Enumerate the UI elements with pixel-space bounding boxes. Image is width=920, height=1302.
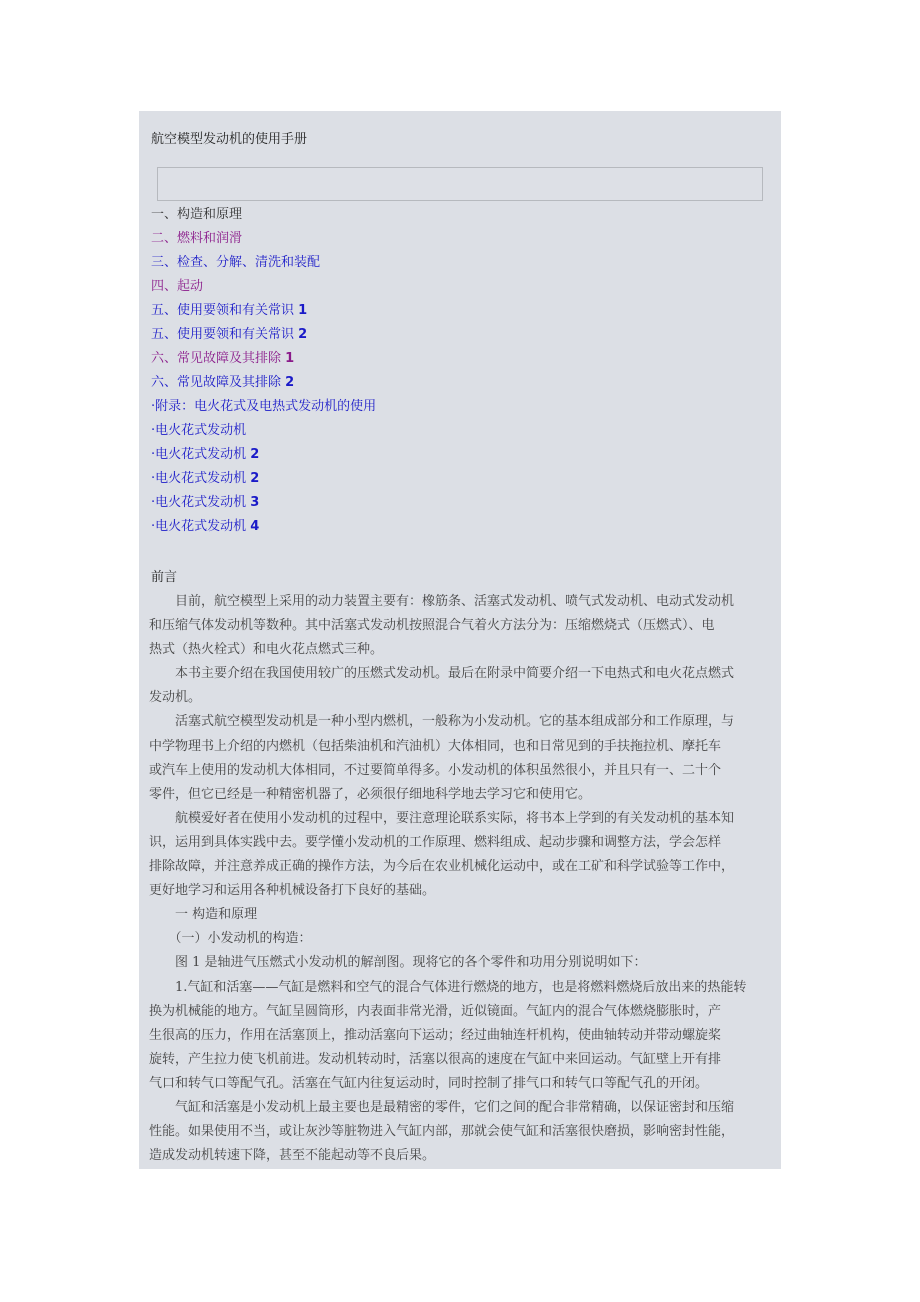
toc-link-text: ·电火花式发动机 (151, 519, 251, 534)
toc-link[interactable] (151, 447, 259, 462)
toc-link-text: ·电火花式发动机 (151, 447, 251, 462)
toc-link-number: 2 (298, 327, 308, 342)
body-line: 活塞式航空模型发动机是一种小型内燃机，一般称为小发动机。它的基本组成部分和工作原理，与 (149, 714, 735, 730)
toc-link-text: ·电火花式发动机 (151, 423, 247, 438)
toc-link-number: 1 (285, 351, 295, 366)
toc-link[interactable] (151, 399, 376, 414)
body-line: 性能。如果使用不当，或让灰沙等脏物进入气缸内部，那就会使气缸和活塞很快磨损，影响密封性能， (149, 1124, 735, 1140)
preface-heading: 前言 (151, 570, 178, 585)
toc-link-number: 4 (250, 519, 260, 534)
body-line: 零件，但它已经是一种精密机器了，必须很仔细地科学地去学习它和使用它。 (149, 786, 592, 802)
toc-link-number: 3 (250, 495, 260, 510)
body-line: 旋转，产生拉力使飞机前进。发动机转动时，活塞以很高的速度在气缸中来回运动。气缸壁上开有排 (149, 1051, 722, 1067)
empty-frame-box (157, 167, 763, 201)
toc-link-text: 五、使用要领和有关常识 (151, 303, 299, 318)
body-line: 本书主要介绍在我国使用较广的压燃式发动机。最后在附录中简要介绍一下电热式和电火花点燃式 (149, 666, 735, 682)
body-line: 和压缩气体发动机等数种。其中活塞式发动机按照混合气着火方法分为：压缩燃烧式（压燃式）、电 (149, 618, 715, 634)
toc-item (151, 299, 376, 323)
body-line: 造成发动机转速下降，甚至不能起动等不良后果。 (149, 1148, 436, 1164)
toc-item (151, 323, 376, 347)
toc-link[interactable] (151, 423, 246, 438)
toc-item (151, 515, 376, 539)
body-line: 航模爱好者在使用小发动机的过程中，要注意理论联系实际，将书本上学到的有关发动机的基本知 (149, 810, 735, 826)
toc-link[interactable] (151, 207, 242, 222)
toc-link[interactable] (151, 471, 259, 486)
body-line: 更好地学习和运用各种机械设备打下良好的基础。 (149, 883, 436, 899)
body-line: 发动机。 (149, 690, 202, 706)
body-line: 热式（热火栓式）和电火花点燃式三种。 (149, 642, 384, 658)
body-line: 识，运用到具体实践中去。要学懂小发动机的工作原理、燃料组成、起动步骤和调整方法，学会怎样 (149, 834, 722, 850)
toc-item (151, 443, 376, 467)
toc-link-text: 三、检查、分解、清洗和装配 (151, 255, 321, 270)
toc-link-text: 二、燃料和润滑 (151, 231, 243, 246)
preface-body (149, 590, 773, 1168)
toc-link-number: 2 (285, 375, 295, 390)
toc-link-text: 一、构造和原理 (151, 207, 243, 222)
toc-link-text: ·电火花式发动机 (151, 495, 251, 510)
toc-item (151, 251, 376, 275)
body-line: 换为机械能的地方。气缸呈圆筒形，内表面非常光滑，近似镜面。气缸内的混合气体燃烧膨胀时，产 (149, 1003, 722, 1019)
toc-link-number: 1 (298, 303, 308, 318)
toc-link[interactable] (151, 495, 259, 510)
body-line: 气口和转气口等配气孔。活塞在气缸内往复运动时，同时控制了排气口和转气口等配气孔的开闭。 (149, 1075, 709, 1091)
toc-link[interactable] (151, 351, 294, 366)
toc-item (151, 203, 376, 227)
toc-link[interactable] (151, 327, 307, 342)
toc-link[interactable] (151, 255, 320, 270)
toc-item (151, 491, 376, 515)
toc-item (151, 371, 376, 395)
toc-item (151, 395, 376, 419)
toc-item (151, 227, 376, 251)
toc-link-text: ·电火花式发动机 (151, 471, 251, 486)
body-line: 一 构造和原理 (149, 907, 258, 923)
toc-link-text: 六、常见故障及其排除 (151, 375, 286, 390)
toc-link-text: 四、起动 (151, 279, 204, 294)
toc-item (151, 419, 376, 443)
toc-link-text: 五、使用要领和有关常识 (151, 327, 299, 342)
document-title: 航空模型发动机的使用手册 (151, 132, 308, 147)
toc-item (151, 347, 376, 371)
body-line: 目前，航空模型上采用的动力装置主要有：橡筋条、活塞式发动机、喷气式发动机、电动式发动机 (149, 594, 735, 609)
toc-link-number: 2 (250, 471, 260, 486)
toc-link[interactable] (151, 519, 259, 534)
toc-item (151, 467, 376, 491)
toc-link-text: 六、常见故障及其排除 (151, 351, 286, 366)
body-line: 1.气缸和活塞——气缸是燃料和空气的混合气体进行燃烧的地方，也是将燃料燃烧后放出来的热能转 (149, 979, 747, 995)
toc-link[interactable] (151, 375, 294, 390)
toc-link-text: ·附录：电火花式及电热式发动机的使用 (151, 399, 377, 414)
document-panel (139, 111, 781, 1169)
table-of-contents (151, 203, 376, 539)
toc-link[interactable] (151, 303, 307, 318)
body-line: 排除故障，并注意养成正确的操作方法，为今后在农业机械化运动中，或在工矿和科学试验等工作中， (149, 859, 735, 875)
toc-link[interactable] (151, 279, 203, 294)
toc-link[interactable] (151, 231, 242, 246)
body-line: 中学物理书上介绍的内燃机（包括柴油机和汽油机）大体相同，也和日常见到的手扶拖拉机、摩托车 (149, 738, 722, 754)
body-line: （一）小发动机的构造： (149, 931, 312, 947)
body-line: 生很高的压力，作用在活塞顶上，推动活塞向下运动；经过曲轴连杆机构，使曲轴转动并带动螺旋桨 (149, 1027, 722, 1043)
toc-item (151, 275, 376, 299)
body-line: 或汽车上使用的发动机大体相同，不过要简单得多。小发动机的体积虽然很小，并且只有一、二十个 (149, 762, 722, 778)
body-line: 气缸和活塞是小发动机上最主要也是最精密的零件，它们之间的配合非常精确，以保证密封和压缩 (149, 1099, 735, 1115)
toc-link-number: 2 (250, 447, 260, 462)
body-line: 图 1 是轴进气压燃式小发动机的解剖图。现将它的各个零件和功用分别说明如下： (149, 955, 647, 971)
